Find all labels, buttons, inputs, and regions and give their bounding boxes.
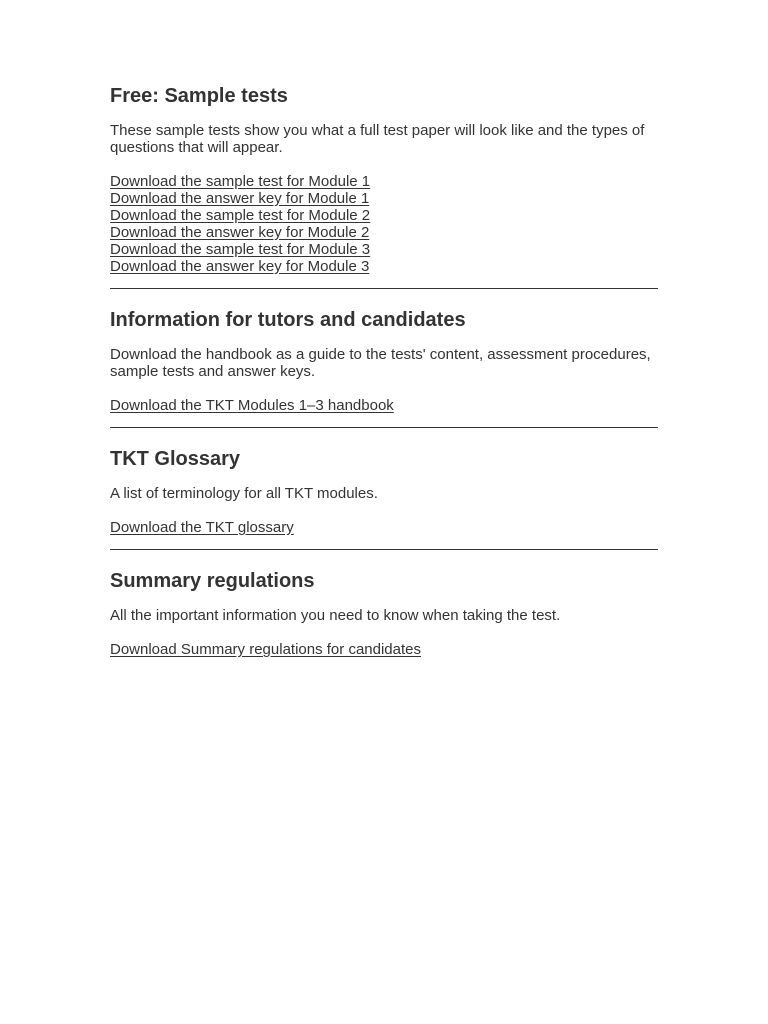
download-link-sample-test-module-1[interactable]: Download the sample test for Module 1 (110, 173, 371, 190)
download-link-sample-test-module-3[interactable]: Download the sample test for Module 3 (110, 241, 371, 258)
section-heading: Summary regulations (110, 570, 315, 592)
section-description: These sample tests show you what a full test paper will look like and the types of questions that will appear. (110, 122, 645, 156)
section-heading: Information for tutors and candidates (110, 309, 466, 331)
download-link-answer-key-module-3[interactable]: Download the answer key for Module 3 (110, 258, 370, 275)
download-link-sample-test-module-2[interactable]: Download the sample test for Module 2 (110, 207, 371, 224)
download-link-answer-key-module-1[interactable]: Download the answer key for Module 1 (110, 190, 370, 207)
section-divider (110, 549, 658, 550)
download-links (110, 173, 658, 275)
section-sample-tests (110, 80, 658, 275)
download-link-answer-key-module-2[interactable]: Download the answer key for Module 2 (110, 224, 370, 241)
download-links (110, 641, 658, 658)
section-divider (110, 288, 658, 289)
section-summary-regulations (110, 565, 658, 658)
section-heading: TKT Glossary (110, 448, 241, 470)
section-heading: Free: Sample tests (110, 85, 288, 107)
document-content (110, 80, 658, 658)
section-description: Download the handbook as a guide to the tests' content, assessment procedures, sample tests and answer keys. (110, 346, 651, 380)
download-links (110, 519, 658, 536)
download-link-glossary[interactable]: Download the TKT glossary (110, 519, 294, 536)
download-link-summary-regulations[interactable]: Download Summary regulations for candidates (110, 641, 421, 658)
section-glossary (110, 443, 658, 536)
section-tutors-candidates (110, 304, 658, 414)
section-divider (110, 427, 658, 428)
section-description: A list of terminology for all TKT modules. (110, 485, 378, 502)
section-description: All the important information you need to know when taking the test. (110, 607, 561, 624)
download-link-handbook[interactable]: Download the TKT Modules 1–3 handbook (110, 397, 394, 414)
download-links (110, 397, 658, 414)
